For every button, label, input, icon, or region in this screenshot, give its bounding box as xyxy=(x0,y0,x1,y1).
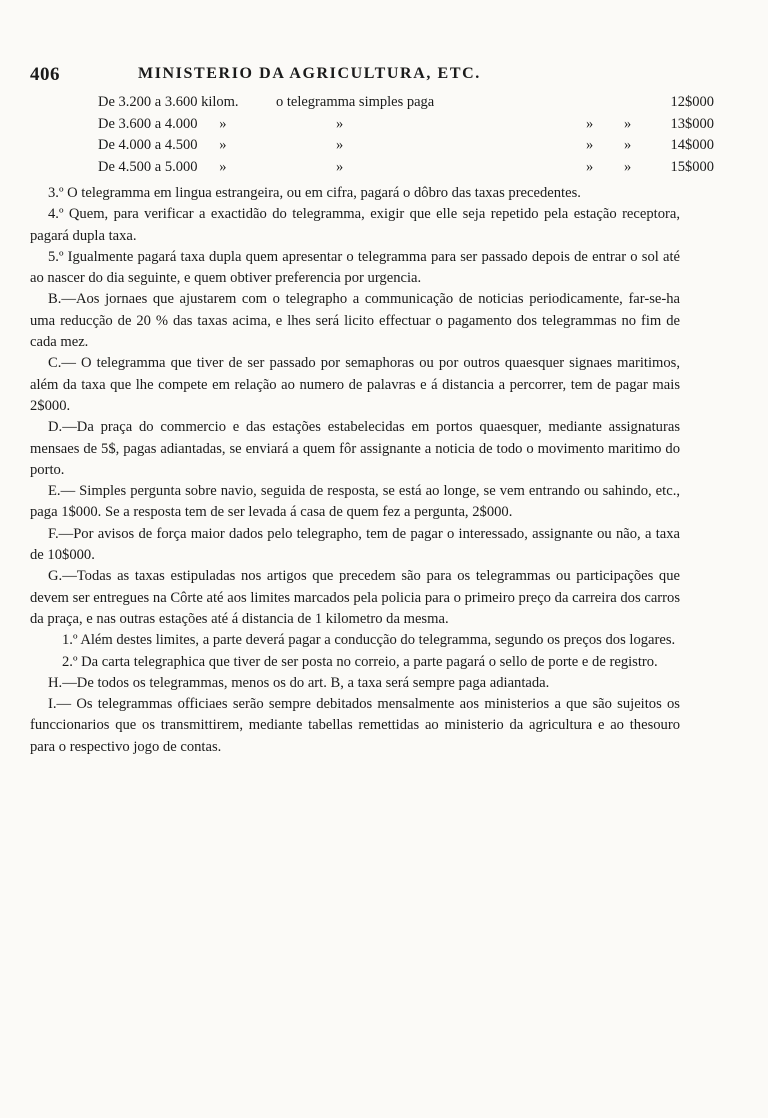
running-title: MINISTERIO DA AGRICULTURA, ETC. xyxy=(138,65,481,82)
tariff-value: 13$000 xyxy=(670,115,714,132)
ditto-mark: » xyxy=(624,158,632,175)
paragraph-g-2: 2.º Da carta telegraphica que tiver de ser posta no correio, a parte pagará o sello de porte e de registro. xyxy=(62,653,658,670)
tariff-row xyxy=(98,92,714,114)
ditto-mark: » xyxy=(219,137,227,154)
page-header xyxy=(30,64,730,86)
paragraph-g-1: 1.º Além destes limites, a parte deverá pagar a conducção do telegramma, segundo os preços dos logares. xyxy=(62,632,676,649)
tariff-description: o telegramma simples paga xyxy=(276,94,435,111)
tariff-row xyxy=(98,114,714,136)
paragraph-h: H.—De todos os telegrammas, menos os do art. B, a taxa será sempre paga adiantada. xyxy=(48,674,550,691)
paragraph-i: I.— Os telegrammas officiaes serão sempre debitados mensalmente aos ministerios a que são sujeitos os funccionarios que os transmittirem, mediante tabellas remettidas ao ministerio da agricultura e ao thesouro para o respectivo jogo de contas. xyxy=(30,696,680,755)
tariff-value: 12$000 xyxy=(670,94,714,111)
paragraph-e: E.— Simples pergunta sobre navio, seguida de resposta, se está ao longe, se vem entrando ou sahindo, etc., paga 1$000. Se a resposta tem de ser levada á casa de quem fez a pergunta, 2$000. xyxy=(30,483,680,521)
paragraph-5: 5.º Igualmente pagará taxa dupla quem apresentar o telegramma para ser passado depois de entrar o sol até ao nascer do dia seguinte, e quem obtiver preferencia por urgencia. xyxy=(30,248,680,287)
ditto-mark: » xyxy=(586,115,594,132)
paragraph-d: D.—Da praça do commercio e das estações estabelecidas em portos quaesquer, mediante assignaturas mensaes de 5$, pagas adiantadas, se enviará a quem fôr assignante a noticia de todo o movimento maritimo do porto. xyxy=(30,419,680,478)
tariff-range: De 4.500 a 5.000 » xyxy=(98,158,227,175)
tariff-table xyxy=(98,92,714,178)
tariff-range: De 3.600 a 4.000 » xyxy=(98,115,227,132)
tariff-range: De 3.200 a 3.600 kilom. xyxy=(98,94,239,111)
ditto-mark: » xyxy=(336,115,344,132)
ditto-mark: » xyxy=(586,137,594,154)
tariff-row xyxy=(98,135,714,157)
paragraph-b: B.—Aos jornaes que ajustarem com o telegrapho a communicação de noticias periodicamente, far-se-ha uma reducção de 20 % das taxas acima, e lhes será licito effectuar o pagamento dos telegrammas no fim de cada mez. xyxy=(30,291,680,351)
ditto-mark: » xyxy=(336,158,344,175)
paragraph-f: F.—Por avisos de força maior dados pelo telegrapho, tem de pagar o interessado, assignante ou não, a taxa de 10$000. xyxy=(30,525,680,564)
paragraph-c: C.— O telegramma que tiver de ser passado por semaphoras ou por outros quaesquer signaes maritimos, além da taxa que lhe compete em relação ao numero de palavras e á distancia a percorrer, tem de pagar mais 2$000. xyxy=(30,355,680,414)
tariff-row xyxy=(98,157,714,179)
ditto-mark: » xyxy=(586,158,594,175)
page-number: 406 xyxy=(30,64,60,85)
ditto-mark: » xyxy=(219,115,227,132)
article-body xyxy=(30,183,680,758)
ditto-mark: » xyxy=(624,137,632,154)
paragraph-g: G.—Todas as taxas estipuladas nos artigos que precedem são para os telegrammas ou participações que devem ser entregues na Côrte até aos limites marcados pela policia para o primeiro preço da carreira dos carros da praça, e nas outras estações até á distancia de 1 kilometro da mesma. xyxy=(30,568,680,627)
tariff-range: De 4.000 a 4.500 » xyxy=(98,137,227,154)
tariff-value: 15$000 xyxy=(670,158,714,175)
tariff-value: 14$000 xyxy=(670,137,714,154)
paragraph-3: 3.º O telegramma em lingua estrangeira, ou em cifra, pagará o dôbro das taxas precedentes. xyxy=(48,185,581,201)
ditto-mark: » xyxy=(219,158,227,175)
paragraph-4: 4.º Quem, para verificar a exactidão do telegramma, exigir que elle seja repetido pela estação receptora, pagará dupla taxa. xyxy=(30,206,680,244)
ditto-mark: » xyxy=(336,137,344,154)
ditto-mark: » xyxy=(624,115,632,132)
